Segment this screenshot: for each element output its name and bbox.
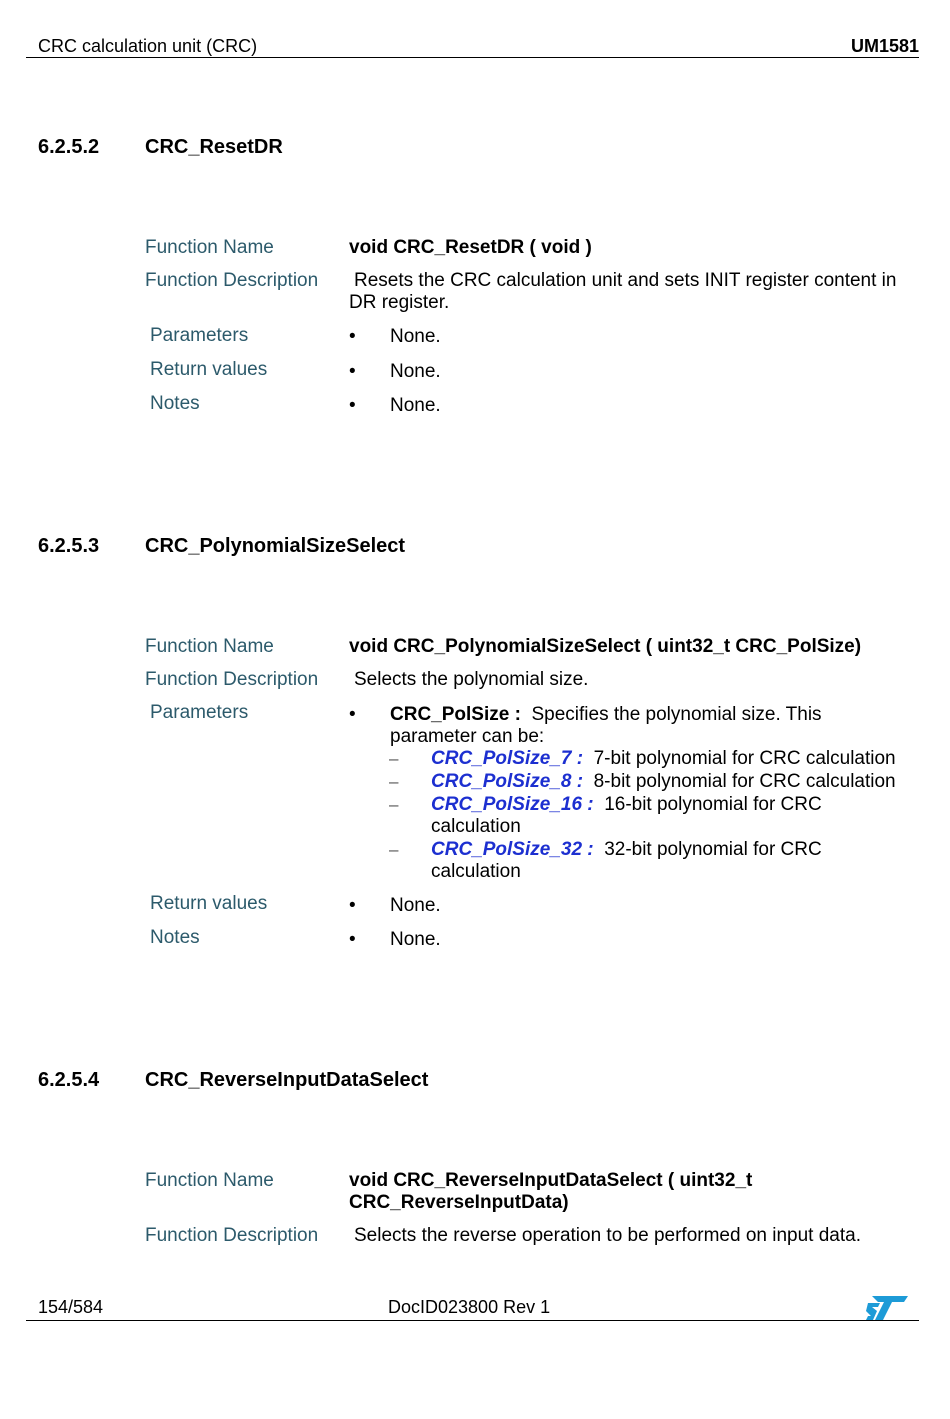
option-description: 8-bit polynomial for CRC calculation <box>593 771 896 792</box>
dash: – <box>389 749 399 768</box>
label-function-description: Function Description <box>145 1225 319 1246</box>
page-number: 154/584 <box>38 1297 104 1317</box>
label-function-description: Function Description <box>145 669 319 690</box>
function-description-value: Selects the polynomial size. <box>354 669 589 690</box>
function-description-value: Resets the CRC calculation unit and sets INIT register content in DR register. <box>349 270 897 313</box>
section-title: CRC_ResetDR <box>145 136 283 158</box>
section-title: CRC_ReverseInputDataSelect <box>145 1069 429 1091</box>
option-name: CRC_PolSize_16 : <box>431 794 594 815</box>
dash: – <box>389 840 399 859</box>
bullet: • <box>349 704 356 725</box>
function-name-value: void CRC_ReverseInputDataSelect ( uint32_t CRC_ReverseInputData) <box>349 1170 753 1213</box>
parameter-item <box>390 704 905 748</box>
parameter-option <box>431 771 901 793</box>
header-section-title: CRC calculation unit (CRC) <box>38 36 258 56</box>
section-number: 6.2.5.2 <box>38 136 100 158</box>
label-function-description: Function Description <box>145 270 319 291</box>
bullet: • <box>349 326 356 347</box>
dash: – <box>389 772 399 791</box>
return-values-value: None. <box>390 361 441 382</box>
parameter-option <box>431 794 831 838</box>
bullet: • <box>349 395 356 416</box>
label-notes: Notes <box>150 927 200 948</box>
option-description: 16-bit polynomial for CRC calculation <box>431 794 822 837</box>
option-name: CRC_PolSize_7 : <box>431 748 584 769</box>
section-title: CRC_PolynomialSizeSelect <box>145 535 406 557</box>
option-name: CRC_PolSize_8 : <box>431 771 584 792</box>
function-name-value: void CRC_PolynomialSizeSelect ( uint32_t CRC_PolSize) <box>349 636 862 657</box>
dash: – <box>389 795 399 814</box>
notes-value: None. <box>390 395 441 416</box>
function-name-value: void CRC_ResetDR ( void ) <box>349 237 592 258</box>
parameter-description: Specifies the polynomial size. This parameter can be: <box>390 704 822 747</box>
label-function-name: Function Name <box>145 237 274 258</box>
bullet: • <box>349 929 356 950</box>
label-return-values: Return values <box>150 893 268 914</box>
parameter-name: CRC_PolSize : <box>390 704 521 725</box>
option-description: 7-bit polynomial for CRC calculation <box>593 748 896 769</box>
bullet: • <box>349 361 356 382</box>
option-name: CRC_PolSize_32 : <box>431 839 594 860</box>
parameters-value: None. <box>390 326 441 347</box>
header-doc-code: UM1581 <box>850 36 919 56</box>
header-rule <box>26 57 919 58</box>
function-description-value: Selects the reverse operation to be performed on input data. <box>354 1225 861 1246</box>
footer-rule <box>26 1320 919 1321</box>
label-parameters: Parameters <box>150 325 249 346</box>
parameter-option <box>431 748 901 770</box>
document-id: DocID023800 Rev 1 <box>388 1297 551 1317</box>
label-notes: Notes <box>150 393 200 414</box>
st-logo-icon <box>866 1296 908 1320</box>
notes-value: None. <box>390 929 441 950</box>
return-values-value: None. <box>390 895 441 916</box>
section-number: 6.2.5.4 <box>38 1069 100 1091</box>
label-return-values: Return values <box>150 359 268 380</box>
section-number: 6.2.5.3 <box>38 535 100 557</box>
option-description: 32-bit polynomial for CRC calculation <box>431 839 822 882</box>
bullet: • <box>349 895 356 916</box>
parameter-option <box>431 839 831 883</box>
label-parameters: Parameters <box>150 702 249 723</box>
label-function-name: Function Name <box>145 636 274 657</box>
label-function-name: Function Name <box>145 1170 274 1191</box>
